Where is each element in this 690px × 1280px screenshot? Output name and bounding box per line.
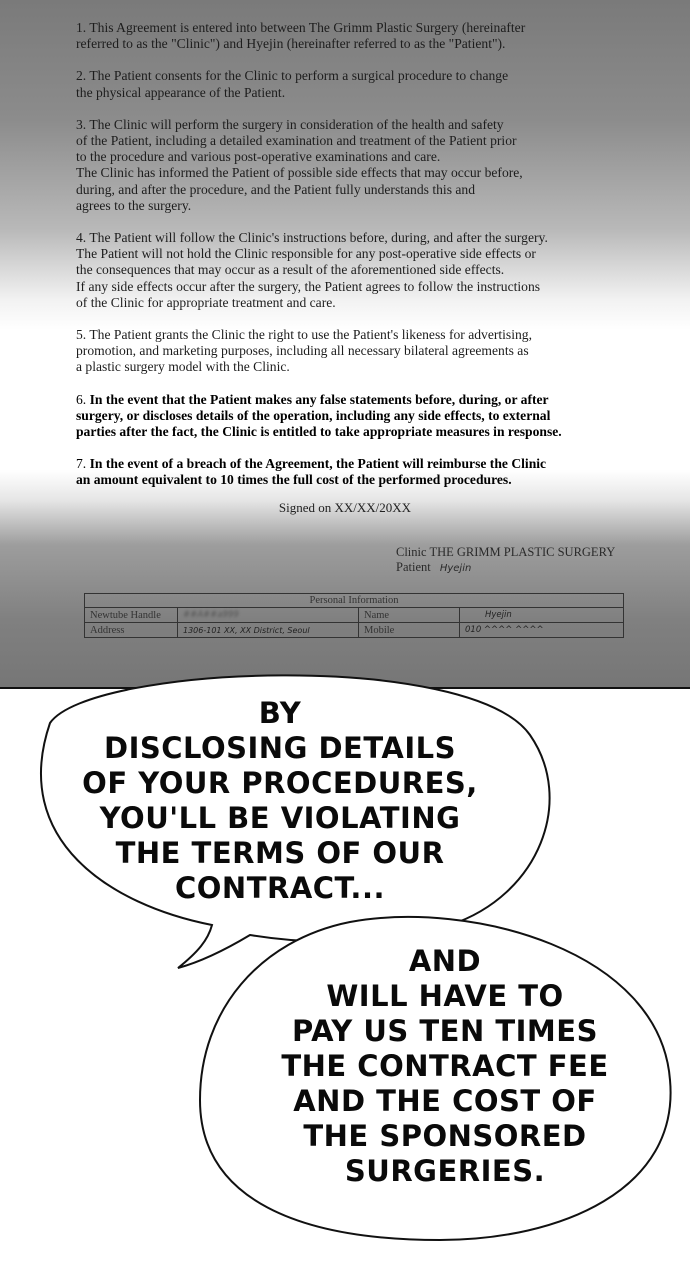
clause-1: 1. This Agreement is entered into between The Grimm Plastic Surgery (hereinafter referred to as the "Clinic") and Hyejin (hereinafter referred to as the "Patient"). [76, 20, 526, 52]
mobile-label: Mobile [359, 623, 460, 638]
bubble-line: YOU'LL BE VIOLATING [99, 801, 461, 835]
address-value: 1306-101 XX, XX District, Seoul [183, 625, 310, 635]
bubble-line: THE CONTRACT FEE [281, 1049, 609, 1083]
clause-6-text: In the event that the Patient makes any false statements before, during, or after surgery, or discloses details of the operation, including any side effects, to external parties after the fact, the Clinic is entitled to take appropriate measures in response. [76, 391, 562, 440]
speech-bubble-2-text [240, 944, 650, 1189]
clause-7-number: 7. [76, 456, 87, 472]
name-value: Hyejin [485, 610, 512, 620]
bubble-line: AND [408, 944, 482, 978]
clause-5: 5. The Patient grants the Clinic the right to use the Patient's likeness for advertising, promotion, and marketing purposes, including all necessary bilateral agreements as a plastic surgery model with the Clinic. [76, 327, 532, 375]
mobile-value: 010 ^^^^ ^^^^ [465, 625, 544, 635]
table-caption: Personal Information [85, 594, 624, 608]
bubble-line: WILL HAVE TO [326, 979, 564, 1013]
clause-6-number: 6. [76, 391, 87, 407]
clause-2: 2. The Patient consents for the Clinic to perform a surgical procedure to change the physical appearance of the Patient. [76, 68, 509, 100]
speech-bubble-1-text [40, 696, 520, 906]
clause-4: 4. The Patient will follow the Clinic's instructions before, during, and after the surgery. The Patient will not hold the Clinic responsible for any post-operative side effects or the consequences that may occur as a result of the aforementioned side effects. If any side effects occur after the surgery, the Patient agrees to follow the instructions of the Clinic for appropriate treatment and care. [76, 230, 548, 310]
name-label: Name [359, 608, 460, 623]
bubble-line: BY [258, 696, 302, 730]
patient-label: Patient [396, 560, 431, 574]
bubble-line: SURGERIES. [344, 1154, 546, 1188]
bubble-line: PAY US TEN TIMES [292, 1014, 598, 1048]
clinic-line: Clinic THE GRIMM PLASTIC SURGERY [396, 545, 616, 559]
newtube-label: Newtube Handle [85, 608, 178, 623]
newtube-value: ##A##a999 [183, 610, 239, 620]
address-label: Address [85, 623, 178, 638]
bubble-line: CONTRACT... [175, 871, 385, 905]
bubble-line: OF YOUR PROCEDURES, [82, 766, 478, 800]
patient-signature: Hyejin [439, 563, 472, 574]
bubble-line: DISCLOSING DETAILS [104, 731, 456, 765]
signed-date: Signed on XX/XX/20XX [278, 500, 412, 515]
clause-3: 3. The Clinic will perform the surgery in consideration of the health and safety of the Patient, including a detailed examination and treatment of the Patient prior to the procedure and various post-operative examinations and care. The Clinic has informed the Patient of possible side effects that may occur before, during, and after the procedure, and the Patient fully understands this and agrees to the surgery. [76, 116, 523, 213]
bubble-line: AND THE COST OF [293, 1084, 597, 1118]
clause-7-text: In the event of a breach of the Agreement, the Patient will reimburse the Clinic an amount equivalent to 10 times the full cost of the performed procedures. [76, 456, 547, 488]
bubble-line: THE SPONSORED [303, 1119, 587, 1153]
bubble-line: THE TERMS OF OUR [115, 836, 445, 870]
